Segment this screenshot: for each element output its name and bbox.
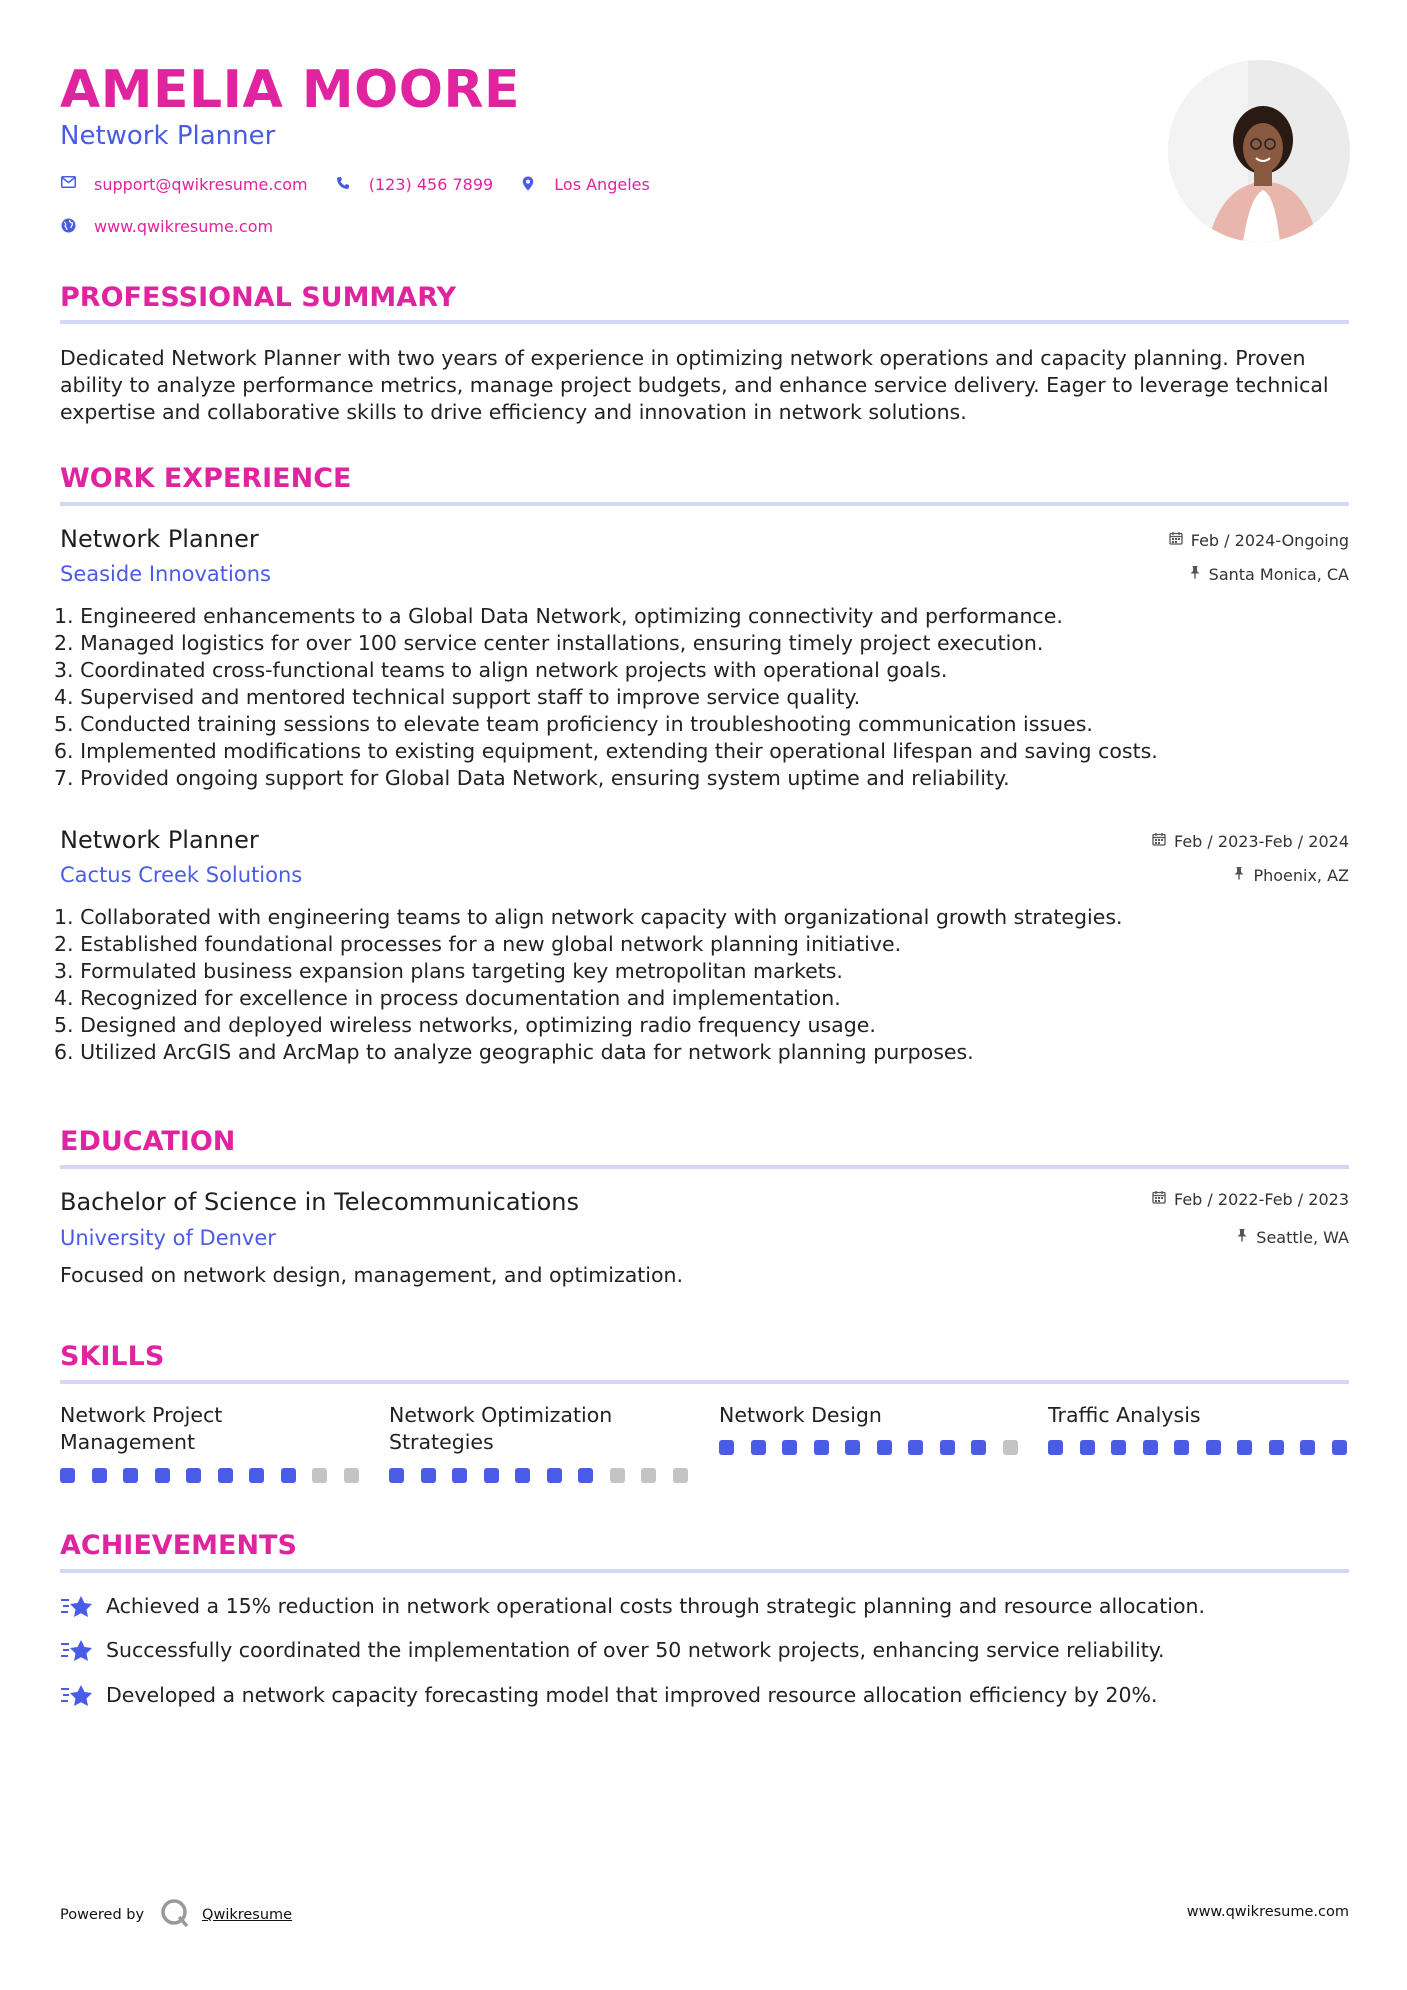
location-contact <box>520 172 650 196</box>
skill-dot-filled <box>751 1440 766 1455</box>
skill-dot-empty <box>312 1468 327 1483</box>
skill-dot-filled <box>218 1468 233 1483</box>
summary-text: Dedicated Network Planner with two years of experience in optimizing network operations and capacity planning. Proven ability to analyze performance metrics, manage project budgets, and enhance service delivery. Eager to leverage technical expertise and collaborative skills to drive efficiency and innovation in network solutions. <box>60 346 1329 424</box>
website-text[interactable]: www.qwikresume.com <box>94 216 274 236</box>
skill-dot-filled <box>814 1440 829 1455</box>
skill-rating <box>719 1440 1034 1455</box>
job-location <box>1189 564 1349 586</box>
skill-dot-filled <box>578 1468 593 1483</box>
skill-name <box>1048 1402 1348 1429</box>
list-item: 7. Provided ongoing support for Global Data Network, ensuring system uptime and reliability. <box>54 766 1010 790</box>
skill-dot-filled <box>782 1440 797 1455</box>
skill-dot-filled <box>845 1440 860 1455</box>
school-name: University of Denver <box>60 1226 276 1250</box>
experience-heading: WORK EXPERIENCE <box>60 463 352 494</box>
education-heading: EDUCATION <box>60 1126 236 1157</box>
achievement-item <box>60 1682 1158 1709</box>
skill-dot-filled <box>452 1468 467 1483</box>
summary-divider <box>60 320 1349 324</box>
location-text: Los Angeles <box>554 174 650 194</box>
list-item: 4. Supervised and mentored technical support staff to improve service quality. <box>54 685 861 709</box>
list-item: 3. Formulated business expansion plans targeting key metropolitan markets. <box>54 959 843 983</box>
skill-rating <box>389 1468 704 1483</box>
list-item: 5. Designed and deployed wireless networks, optimizing radio frequency usage. <box>54 1013 876 1037</box>
skill-name <box>719 1402 1019 1429</box>
skill-item <box>719 1402 1019 1429</box>
skill-rating <box>60 1468 375 1483</box>
skill-dot-filled <box>719 1440 734 1455</box>
skill-item <box>389 1402 689 1456</box>
list-item: 2. Established foundational processes for a new global network planning initiative. <box>54 932 902 956</box>
education-divider <box>60 1165 1349 1169</box>
job-title: Network Planner <box>60 826 259 854</box>
skill-dot-filled <box>1237 1440 1252 1455</box>
degree-title: Bachelor of Science in Telecommunications <box>60 1188 580 1216</box>
pushpin-icon <box>1236 1227 1248 1249</box>
skill-dot-filled <box>1080 1440 1095 1455</box>
job-location-text: Santa Monica, CA <box>1208 565 1349 584</box>
phone-contact[interactable] <box>335 172 493 196</box>
list-item: 2. Managed logistics for over 100 service center installations, ensuring timely project execution. <box>54 631 1044 655</box>
list-item: 6. Implemented modifications to existing equipment, extending their operational lifespan and saving costs. <box>54 739 1158 763</box>
company-name: Cactus Creek Solutions <box>60 863 303 887</box>
map-pin-icon <box>520 176 536 192</box>
website-row <box>60 214 295 238</box>
skill-item <box>1048 1402 1348 1429</box>
summary-heading: PROFESSIONAL SUMMARY <box>60 282 457 313</box>
job-bullets <box>54 603 1344 792</box>
skill-name-line: Traffic Analysis <box>1048 1403 1201 1427</box>
achievement-item <box>60 1593 1205 1620</box>
skill-dot-filled <box>249 1468 264 1483</box>
education-location-text: Seattle, WA <box>1256 1228 1349 1247</box>
skill-dot-filled <box>186 1468 201 1483</box>
skill-dot-filled <box>1048 1440 1063 1455</box>
calendar-icon <box>1152 831 1166 853</box>
skill-dot-empty <box>1003 1440 1018 1455</box>
powered-by-text: Powered by <box>60 1907 145 1923</box>
email-contact[interactable] <box>60 172 308 196</box>
phone-text: (123) 456 7899 <box>368 174 494 194</box>
qwikresume-link[interactable]: Qwikresume <box>202 1907 293 1923</box>
skill-dot-filled <box>940 1440 955 1455</box>
email-text[interactable]: support@qwikresume.com <box>94 174 308 194</box>
candidate-name: AMELIA MOORE <box>60 60 521 120</box>
skill-name <box>60 1402 360 1456</box>
list-item: 5. Conducted training sessions to elevate team proficiency in troubleshooting communication issues. <box>54 712 1093 736</box>
experience-divider <box>60 502 1349 506</box>
skill-name-line: Network Project <box>60 1403 223 1427</box>
skill-dot-filled <box>123 1468 138 1483</box>
education-dates <box>1152 1189 1349 1211</box>
star-icon <box>60 1594 94 1620</box>
contact-row <box>60 172 1060 196</box>
footer-powered-by <box>60 1898 292 1932</box>
list-item: 1. Collaborated with engineering teams to align network capacity with organizational growth strategies. <box>54 905 1123 929</box>
skill-name <box>389 1402 689 1456</box>
skill-dot-filled <box>877 1440 892 1455</box>
skill-name-line: Network Design <box>719 1403 882 1427</box>
job-location-text: Phoenix, AZ <box>1253 866 1349 885</box>
pushpin-icon <box>1189 564 1201 586</box>
skill-dot-empty <box>344 1468 359 1483</box>
skill-dot-filled <box>1206 1440 1221 1455</box>
skill-rating <box>1048 1440 1363 1455</box>
skill-dot-filled <box>971 1440 986 1455</box>
skill-name-line: Network Optimization <box>389 1403 613 1427</box>
skill-dot-filled <box>908 1440 923 1455</box>
list-item: 6. Utilized ArcGIS and ArcMap to analyze geographic data for network planning purposes. <box>54 1040 974 1064</box>
pushpin-icon <box>1233 865 1245 887</box>
skill-dot-filled <box>281 1468 296 1483</box>
job-bullets <box>54 904 1344 1066</box>
calendar-icon <box>1152 1189 1166 1211</box>
star-icon <box>60 1683 94 1709</box>
job-dates-text: Feb / 2024-Ongoing <box>1190 531 1349 550</box>
website-contact[interactable] <box>60 214 273 238</box>
education-dates-text: Feb / 2022-Feb / 2023 <box>1174 1190 1349 1209</box>
job-dates-text: Feb / 2023-Feb / 2024 <box>1174 832 1349 851</box>
star-icon <box>60 1638 94 1664</box>
skill-dot-filled <box>421 1468 436 1483</box>
job-dates <box>1169 530 1349 552</box>
achievements-heading: ACHIEVEMENTS <box>60 1530 297 1561</box>
skill-dot-filled <box>515 1468 530 1483</box>
job-dates <box>1152 831 1349 853</box>
globe-icon <box>60 218 76 234</box>
skill-dot-empty <box>673 1468 688 1483</box>
skill-dot-filled <box>547 1468 562 1483</box>
skills-divider <box>60 1380 1349 1384</box>
profile-photo <box>1168 60 1350 242</box>
skill-dot-empty <box>641 1468 656 1483</box>
envelope-icon <box>60 176 76 192</box>
education-location <box>1236 1227 1349 1249</box>
skill-dot-filled <box>155 1468 170 1483</box>
education-description: Focused on network design, management, and optimization. <box>60 1263 684 1287</box>
list-item: 3. Coordinated cross-functional teams to align network projects with operational goals. <box>54 658 948 682</box>
skill-dot-filled <box>1332 1440 1347 1455</box>
footer-website[interactable]: www.qwikresume.com <box>1186 1904 1349 1920</box>
qwikresume-logo-icon <box>160 1898 190 1932</box>
skill-dot-empty <box>610 1468 625 1483</box>
achievement-text: Developed a network capacity forecasting model that improved resource allocation efficiency by 20%. <box>106 1683 1158 1707</box>
skill-name-line: Strategies <box>389 1430 494 1454</box>
job-location <box>1233 865 1349 887</box>
achievement-text: Successfully coordinated the implementation of over 50 network projects, enhancing service reliability. <box>106 1638 1165 1662</box>
skill-dot-filled <box>1111 1440 1126 1455</box>
skill-item <box>60 1402 360 1456</box>
skill-dot-filled <box>1143 1440 1158 1455</box>
company-name: Seaside Innovations <box>60 562 271 586</box>
achievement-item <box>60 1637 1164 1664</box>
skill-dot-filled <box>1174 1440 1189 1455</box>
skill-dot-filled <box>1269 1440 1284 1455</box>
job-title: Network Planner <box>60 525 259 553</box>
skill-dot-filled <box>484 1468 499 1483</box>
skill-dot-filled <box>1300 1440 1315 1455</box>
skills-grid <box>60 1402 1350 1492</box>
achievements-divider <box>60 1569 1349 1573</box>
achievement-text: Achieved a 15% reduction in network operational costs through strategic planning and resource allocation. <box>106 1594 1205 1618</box>
skill-name-line: Management <box>60 1430 196 1454</box>
list-item: 4. Recognized for excellence in process documentation and implementation. <box>54 986 841 1010</box>
skill-dot-filled <box>389 1468 404 1483</box>
candidate-title: Network Planner <box>60 121 276 151</box>
calendar-icon <box>1169 530 1183 552</box>
phone-icon <box>335 176 351 192</box>
skill-dot-filled <box>60 1468 75 1483</box>
skill-dot-filled <box>92 1468 107 1483</box>
skills-heading: SKILLS <box>60 1341 165 1372</box>
list-item: 1. Engineered enhancements to a Global Data Network, optimizing connectivity and performance. <box>54 604 1063 628</box>
